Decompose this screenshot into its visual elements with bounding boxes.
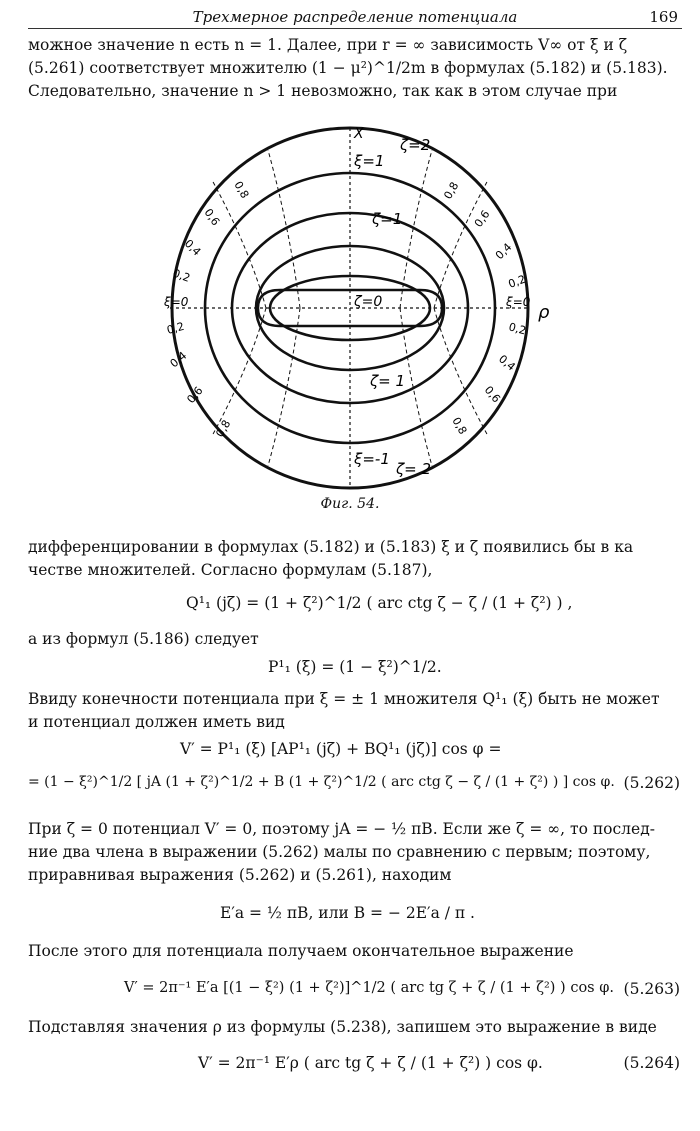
- tick-label: 0,8: [213, 417, 234, 440]
- tick-label: 0,4: [167, 349, 190, 371]
- text-line: При ζ = 0 потенциал V′ = 0, поэтому jA = − ½ πB. Если же ζ = ∞, то послед-: [28, 820, 655, 838]
- equation-body: V′ = 2π⁻¹ E′ρ ( arc tg ζ + ζ / (1 + ζ²) ) cos φ.: [198, 1054, 543, 1072]
- tick-label: 0,6: [471, 207, 493, 230]
- equation-q: Q¹₁ (jζ) = (1 + ζ²)^1/2 ( arc ctg ζ − ζ / (1 + ζ²) ) ,: [186, 594, 573, 612]
- xi-hyperbola: [434, 180, 488, 308]
- text-line: приравнивая выражения (5.262) и (5.261), находим: [28, 866, 452, 884]
- tick-label: 0,8: [441, 179, 462, 202]
- equation-body: V′ = 2π⁻¹ E′a [(1 − ξ²) (1 + ζ²)]^1/2 ( arc tg ζ + ζ / (1 + ζ²) ) cos φ.: [124, 980, 614, 996]
- text-line: ние два члена в выражении (5.262) малы по сравнению с первым; поэтому,: [28, 843, 651, 861]
- tick-label: 0,4: [492, 240, 515, 263]
- text-line: Ввиду конечности потенциала при ξ = ± 1 множителя Q¹₁ (ξ) быть не может: [28, 690, 660, 708]
- label-zeta2-bottom: ζ= 2: [396, 460, 432, 478]
- text-line: дифференцировании в формулах (5.182) и (5.183) ξ и ζ появились бы в ка: [28, 538, 634, 556]
- text-line: можное значение n есть n = 1. Далее, при r = ∞ зависимость V∞ от ξ и ζ: [28, 36, 628, 54]
- tick-label: 0,2: [170, 266, 192, 285]
- label-zeta0: ζ=0: [354, 294, 383, 310]
- paragraph-7: Подставляя значения ρ из формулы (5.238), запишем это выражение в виде: [28, 1018, 657, 1036]
- equation-number: (5.264): [623, 1054, 680, 1072]
- equation-5263: [28, 980, 680, 1004]
- text-line: Следовательно, значение n > 1 невозможно, так как в этом случае при: [28, 82, 618, 100]
- xi-hyperbola: [212, 308, 266, 436]
- equation-5264: [28, 1054, 680, 1078]
- label-xi0-right: ξ=0: [506, 295, 531, 309]
- equation-number: (5.262): [623, 774, 680, 792]
- label-zeta1-lower: ζ= 1: [370, 372, 406, 390]
- xi-hyperbola: [212, 180, 266, 308]
- tick-label: 0,8: [231, 179, 252, 201]
- equation-number: (5.263): [623, 980, 680, 998]
- axis-rho-label: ρ: [538, 302, 550, 323]
- tick-label: 0,4: [496, 352, 518, 374]
- tick-label: 0,8: [449, 415, 470, 437]
- tick-label: 0,6: [201, 206, 223, 229]
- label-xi-minus1: ξ=-1: [354, 450, 390, 468]
- paragraph-6: После этого для потенциала получаем окончательное выражение: [28, 942, 574, 960]
- equation-e: E′a = ½ πB, или B = − 2E′a / π .: [220, 904, 475, 922]
- text-line: (5.261) соответствует множителю (1 − μ²)^1/2m в формулах (5.182) и (5.183).: [28, 59, 668, 77]
- axis-x-label: X: [354, 126, 364, 142]
- paragraph-5: [28, 818, 680, 887]
- text-line: и потенциал должен иметь вид: [28, 713, 285, 731]
- equation-body: = (1 − ξ²)^1/2 [ jA (1 + ζ²)^1/2 + B (1 + ζ²)^1/2 ( arc ctg ζ − ζ / (1 + ζ²) ) ] cos φ.: [28, 774, 615, 790]
- tick-label: 0,6: [481, 383, 503, 406]
- label-zeta1-upper: ζ=1: [372, 210, 403, 228]
- label-xi0-left: ξ=0: [164, 295, 189, 309]
- equation-5262: [28, 774, 680, 798]
- tick-label: 0,4: [181, 236, 204, 259]
- label-zeta2-top: ζ=2: [400, 136, 431, 154]
- tick-label: 0,2: [506, 272, 528, 291]
- tick-label: 0,2: [165, 319, 186, 337]
- figure-caption: Фиг. 54.: [320, 496, 380, 512]
- intro-paragraph: [28, 34, 680, 103]
- text-line: честве множителей. Согласно формулам (5.187),: [28, 561, 433, 579]
- paragraph-2: [28, 536, 680, 582]
- running-header: [28, 6, 682, 29]
- tick-label: 0,6: [184, 384, 206, 406]
- tick-label: 0,2: [507, 320, 528, 338]
- header-title: Трехмерное распределение потенциала: [192, 8, 518, 26]
- label-xi1-top: ξ=1: [354, 152, 385, 170]
- paragraph-3: а из формул (5.186) следует: [28, 630, 259, 648]
- equation-v1: V′ = P¹₁ (ξ) [AP¹₁ (jζ) + BQ¹₁ (jζ)] cos φ =: [180, 740, 502, 758]
- figure-54-diagram: [150, 120, 570, 510]
- page-number: 169: [649, 8, 678, 26]
- equation-p: P¹₁ (ξ) = (1 − ξ²)^1/2.: [268, 658, 442, 676]
- paragraph-4: [28, 688, 680, 734]
